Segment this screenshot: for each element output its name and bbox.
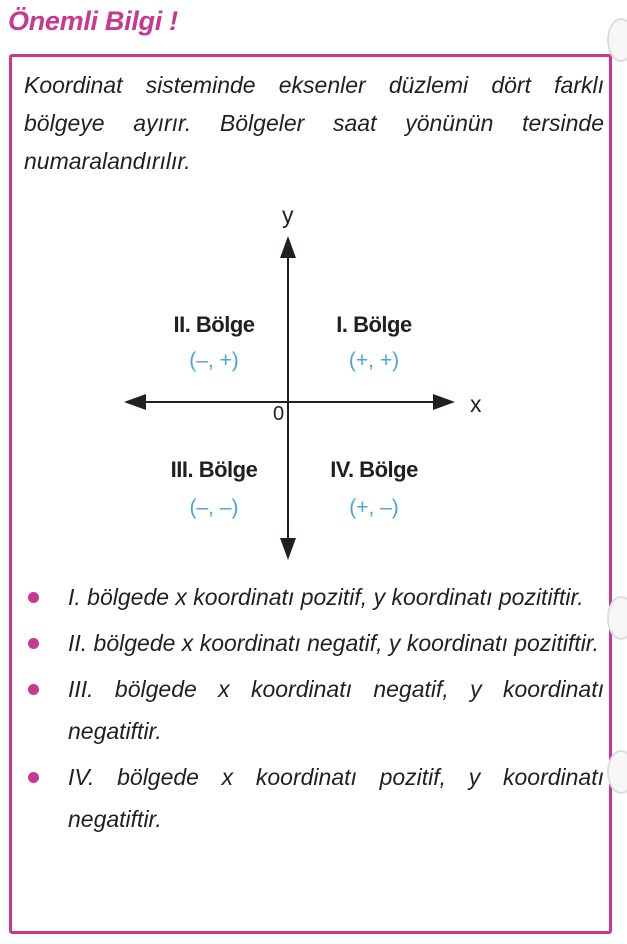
page-edge-curl	[607, 18, 627, 62]
page-edge-curl	[607, 596, 627, 640]
list-item	[24, 622, 604, 664]
x-axis-label: x	[470, 391, 482, 417]
quadrant-1-title: I. Bölge	[336, 312, 412, 337]
bullet-list	[24, 576, 604, 844]
list-item	[24, 756, 604, 840]
quadrant-2-signs: (–, +)	[189, 349, 239, 372]
quadrant-3-title: III. Bölge	[170, 457, 258, 482]
origin-label: 0	[273, 403, 285, 425]
list-item-text: II. bölgede x koordinatı negatif, y koordinatı pozitiftir.	[68, 630, 599, 656]
quadrant-1-signs: (+, +)	[348, 349, 400, 372]
intro-text: Koordinat sisteminde eksenler düzlemi dört farklı bölgeye ayırır. Bölgeler saat yönünün tersinde numaralandırılır.	[24, 72, 604, 174]
quadrant-3-signs: (–, –)	[189, 496, 239, 519]
bullet-icon	[28, 592, 39, 603]
y-axis-label: y	[282, 202, 294, 228]
page-title: Önemli Bilgi !	[8, 6, 178, 36]
x-axis-left-arrow	[124, 394, 146, 410]
x-axis-right-arrow	[433, 394, 455, 410]
y-axis-top-arrow	[280, 236, 296, 258]
quadrant-4-signs: (+, –)	[349, 496, 399, 519]
list-item	[24, 576, 604, 618]
list-item-text: IV. bölgede x koordinatı pozitif, y koordinatı negatiftir.	[68, 764, 604, 832]
list-item-text: III. bölgede x koordinatı negatif, y koordinatı negatiftir.	[68, 676, 604, 744]
quadrant-4-title: IV. Bölge	[330, 457, 418, 482]
y-axis-bottom-arrow	[280, 538, 296, 560]
bullet-icon	[28, 684, 39, 695]
page-edge-curl	[607, 750, 627, 794]
list-item-text: I. bölgede x koordinatı pozitif, y koordinatı pozitiftir.	[68, 584, 584, 610]
bullet-icon	[28, 638, 39, 649]
bullet-icon	[28, 772, 39, 783]
quadrant-2-title: II. Bölge	[173, 312, 255, 337]
list-item	[24, 668, 604, 752]
